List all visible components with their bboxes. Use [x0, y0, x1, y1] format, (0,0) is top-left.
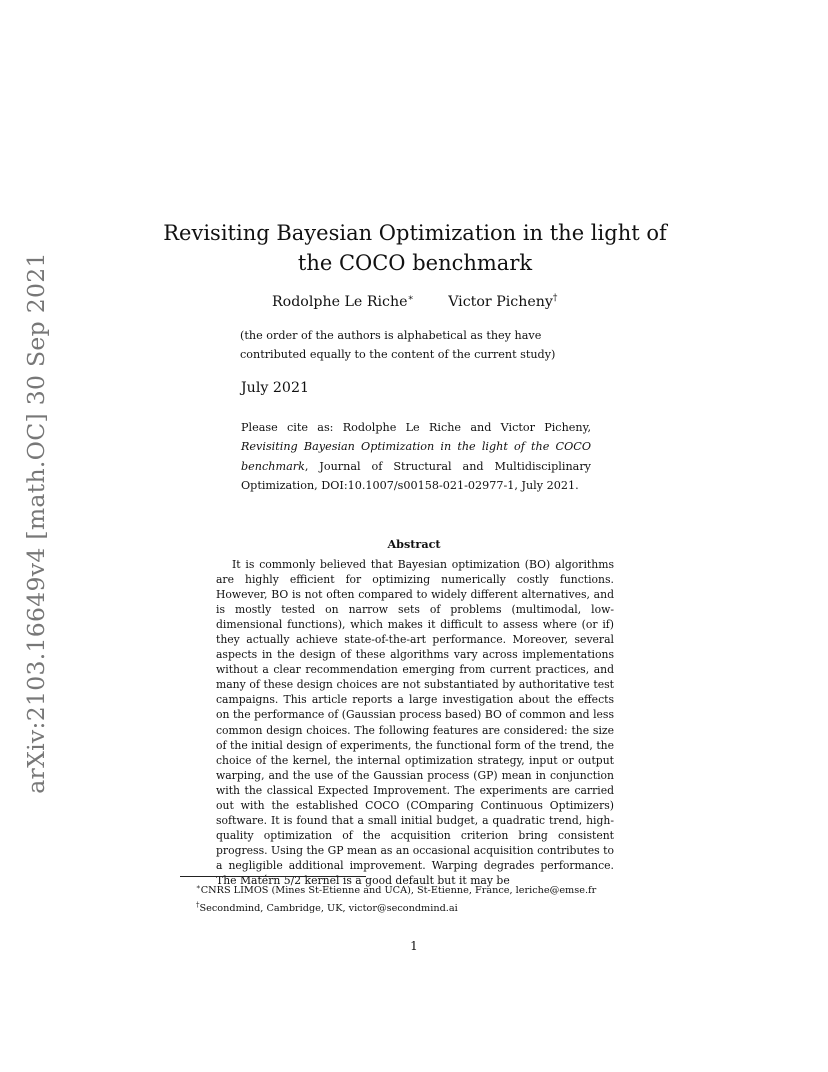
arxiv-identifier: arXiv:2103.16649v4 [math.OC] 30 Sep 2021 [22, 251, 50, 794]
citation-prefix: Please cite as: Rodolphe Le Riche and Victor Picheny, [241, 421, 591, 434]
author-order-note: (the order of the authors is alphabetical as they have contributed equally to the content of the current study) [240, 329, 556, 361]
author-2-name: Victor Picheny [448, 293, 553, 310]
paper-title [160, 218, 670, 278]
page-number: 1 [410, 939, 418, 953]
author-1-mark: ∗ [407, 293, 414, 303]
abstract-text: It is commonly believed that Bayesian optimization (BO) algorithms are highly efficient for optimizing numerically costly functions. However, BO is not often compared to widely different alternatives, and is mostly tested on narrow sets of problems (multimodal, low-dimensional functions), which makes it difficult to assess where (or if) they actually achieve state-of-the-art performance. Moreover, several aspects in the design of these algorithms vary across implementations without a clear recommendation emerging from current practices, and many of these design choices are not substantiated by authoritative test campaigns. This article reports a large investigation about the effects on the performance of (Gaussian process based) BO of common and less common design choices. The following features are considered: the size of the initial design of experiments, the functional form of the trend, the choice of the kernel, the internal optimization strategy, input or output warping, and the use of the Gaussian process (GP) mean in conjunction with the classical Expected Improvement. The experiments are carried out with the established COCO (COmparing Continuous Optimizers) software. It is found that a small initial budget, a quadratic trend, high-quality optimization of the acquisition criterion bring consistent progress. Using the GP mean as an occasional acquisition contributes to a negligible additional improvement. Warping degrades performance. The Matérn 5/2 kernel is a good default but it may be [216, 558, 614, 887]
footnote-1-text: CNRS LIMOS (Mines St-Etienne and UCA), St-Etienne, France, leriche@emse.fr [200, 885, 597, 897]
title-line-1: Revisiting Bayesian Optimization in the light of [163, 221, 667, 245]
citation-title: Revisiting Bayesian Optimization in the light of the COCO benchmark [241, 440, 591, 473]
footnotes [196, 880, 636, 916]
arxiv-stamp [6, 251, 66, 794]
publication-date: July 2021 [241, 380, 309, 396]
title-line-2: the COCO benchmark [297, 251, 533, 275]
author-1-name: Rodolphe Le Riche [272, 293, 408, 310]
footnote-2-mark: † [196, 901, 200, 910]
author-list [272, 293, 557, 310]
footnote-2 [196, 898, 636, 916]
author-2 [448, 294, 557, 310]
footnote-1-mark: ∗ [196, 883, 201, 891]
footnote-divider [180, 876, 366, 877]
author-2-mark: † [552, 293, 558, 303]
author-1 [272, 294, 414, 310]
abstract-heading: Abstract [387, 537, 441, 551]
footnote-1 [196, 880, 636, 898]
citation-suffix: , Journal of Structural and Multidisciplinary Optimization, DOI:10.1007/s00158-021-02977-1, July 2021. [241, 459, 591, 492]
footnote-2-text: Secondmind, Cambridge, UK, victor@secondmind.ai [199, 903, 458, 915]
citation-note [241, 418, 591, 495]
